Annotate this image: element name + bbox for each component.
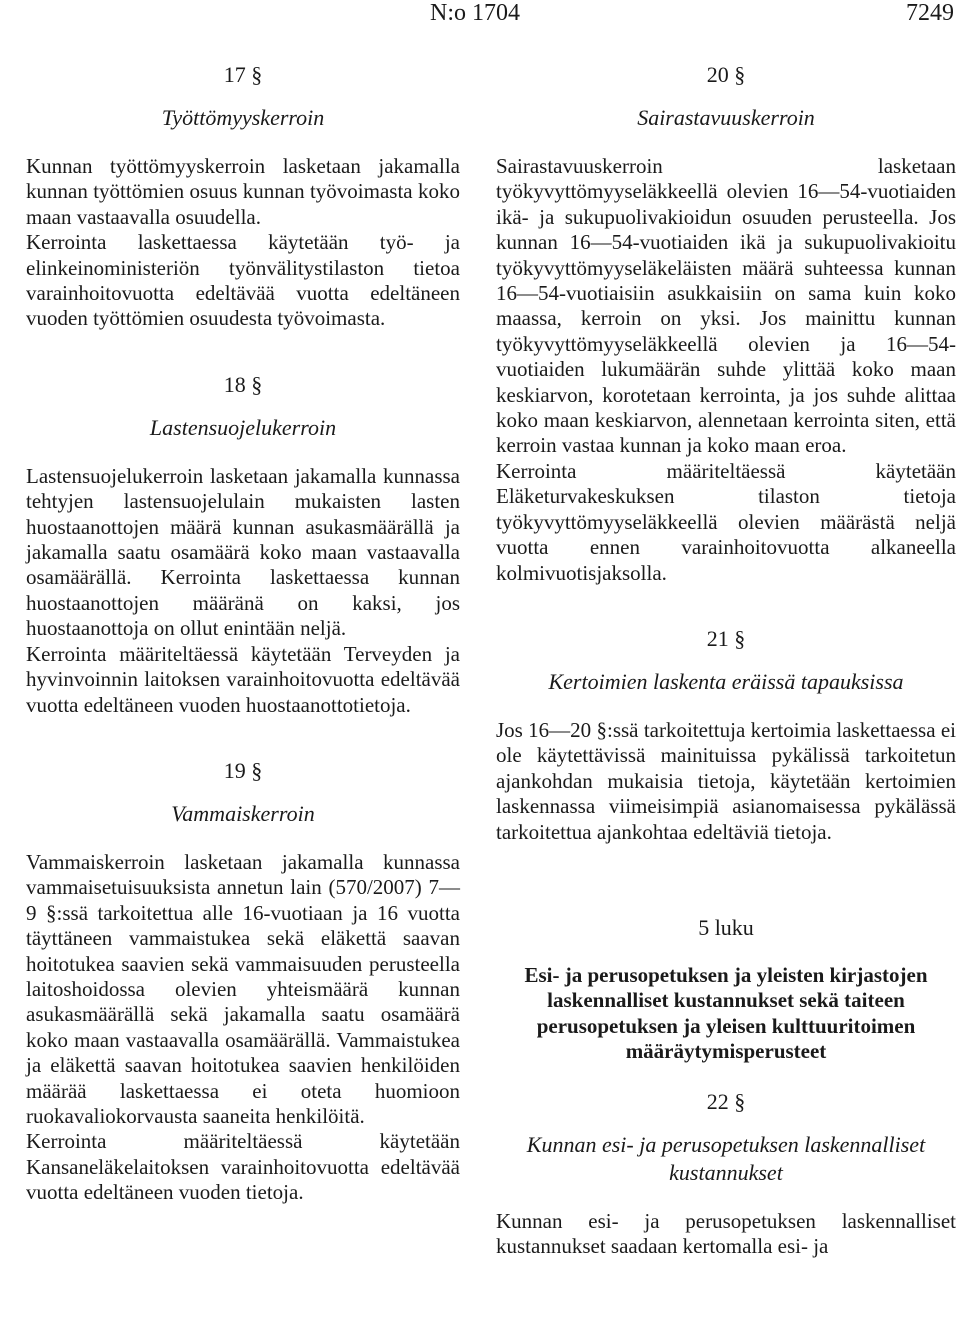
chapter-number: 5 luku xyxy=(698,914,754,940)
paragraph: Kunnan työttömyyskerroin lasketaan jakamalla kunnan työttömien osuus kunnan työvoimasta koko maan vastaavalla osuudella. xyxy=(26,154,460,229)
paragraph: Kerrointa määriteltäessä käytetään Terveyden ja hyvinvoinnin laitoksen varainhoitovuotta edeltävää vuotta edeltäneen vuoden huostaanottotietoja. xyxy=(26,641,460,717)
right-column xyxy=(496,56,956,1259)
section-18 xyxy=(26,370,460,718)
chapter-title: Esi- ja perusopetuksen ja yleisten kirjastojen laskennalliset kustannukset sekä taiteen perusopetuksen ja yleisen kulttuuritoimen määräytymisperusteet xyxy=(524,962,928,1064)
section-number: 21 § xyxy=(706,625,746,651)
paragraph: Vammaiskerroin lasketaan jakamalla kunnassa vammaisetuisuuksista annetun lain (570/2007) 7—9 §:ssä tarkoitettua alle 16-vuotiaan ja 16 vuotta täyttäneen vammaistukea sekä eläkettä saavan hoitotukea saavien sekä vammaisuuden perusteella laitoshoidossa olevien yhteismäärä kunnan asukasmäärällä sekä jakamalla saatu osamäärä koko maan vastaavalla osamäärällä. Vammaistukea ja eläkettä saavan hoitotukea saavien henkilöiden määrää laskettaessa ei oteta huomioon ruokavaliokorvausta saaneita henkilöitä. xyxy=(26,849,460,1128)
section-title: Kertoimien laskenta eräissä tapauksissa xyxy=(548,668,904,694)
section-21 xyxy=(496,624,956,845)
section-number: 18 § xyxy=(223,371,263,397)
section-number: 22 § xyxy=(706,1088,746,1114)
page-number: 7249 xyxy=(906,0,954,26)
section-number: 19 § xyxy=(223,757,263,783)
section-title: Sairastavuuskerroin xyxy=(637,105,815,130)
section-number: 20 § xyxy=(706,62,746,87)
paragraph: Lastensuojelukerroin lasketaan jakamalla kunnassa tehtyjen lastensuojelulain mukaisten lasten huostaanottojen määrä kunnan asukasmäärällä ja jakamalla saatu osamäärä koko maan vastaavalla osamäärällä. Kerrointa laskettaessa kunnan huostaanottojen määränä on kaksi, jos huostaanottoja on ollut enintään neljä. xyxy=(26,463,460,641)
section-20 xyxy=(496,60,956,586)
paragraph: Kerrointa määriteltäessä käytetään Kansaneläkelaitoksen varainhoitovuotta edeltävää vuotta edeltäneen vuoden tietoja. xyxy=(26,1129,460,1205)
page-header xyxy=(0,0,960,30)
chapter-5 xyxy=(496,913,956,1065)
paragraph: Kerrointa laskettaessa käytetään työ- ja elinkeinoministeriön työnvälitystilaston tietoa varainhoitovuotta edeltävää vuotta edeltäneen vuoden työttömien osuudesta työvoimasta. xyxy=(26,230,460,331)
paragraph: Sairastavuuskerroin lasketaan työkyvyttömyyseläkkeellä olevien 16—54-vuotiaiden ikä- ja sukupuolivakioidun osuuden perusteella. Jos kunnan 16—54-vuotiaiden ikä ja sukupuolivakioitu työkyvyttömyyseläkeläisten määrä suhteessa kunnan 16—54-vuotiaisiin asukkaisiin on sama kuin koko maassa, kerroin on yksi. Jos mainittu kunnan työkyvyttömyyseläkkeellä olevien ja 16—54-vuotiaiden lukumäärän suhde ylittää koko maan keskiarvon, korotetaan kerrointa, ja jos suhde alittaa koko maan keskiarvon, alennetaan kerrointa siten, että kerroin vastaa kunnan ja koko maan eroa. xyxy=(496,154,956,458)
section-title: Lastensuojelukerroin xyxy=(149,414,337,440)
paragraph: Kunnan esi- ja perusopetuksen laskennalliset kustannukset saadaan kertomalla esi- ja xyxy=(496,1208,956,1258)
section-title: Kunnan esi- ja perusopetuksen laskennalliset kustannukset xyxy=(526,1131,926,1185)
section-title: Vammaiskerroin xyxy=(171,800,315,826)
section-22 xyxy=(496,1087,956,1260)
section-19 xyxy=(26,756,460,1206)
paragraph: Jos 16—20 §:ssä tarkoitettuja kertoimia laskettaessa ei ole käytettävissä mainituissa pykälissä tarkoitetun ajankohdan mukaisia tietoja, käytetään kertoimien laskennassa viimeisimpiä asianomaisessa pykälässä tarkoitettua ajankohtaa edeltäviä tietoja. xyxy=(496,717,956,844)
paragraph: Kerrointa määriteltäessä käytetään Eläketurvakeskuksen tilaston tietoja työkyvyttömyyseläkkeellä olevien määrästä neljä vuotta ennen varainhoitovuotta alkaneella kolmivuotisjaksolla. xyxy=(496,458,956,585)
left-column xyxy=(26,56,460,1206)
section-17 xyxy=(26,60,460,332)
issue-number: N:o 1704 xyxy=(430,0,520,26)
section-number: 17 § xyxy=(223,62,263,87)
section-title: Työttömyyskerroin xyxy=(161,105,325,130)
